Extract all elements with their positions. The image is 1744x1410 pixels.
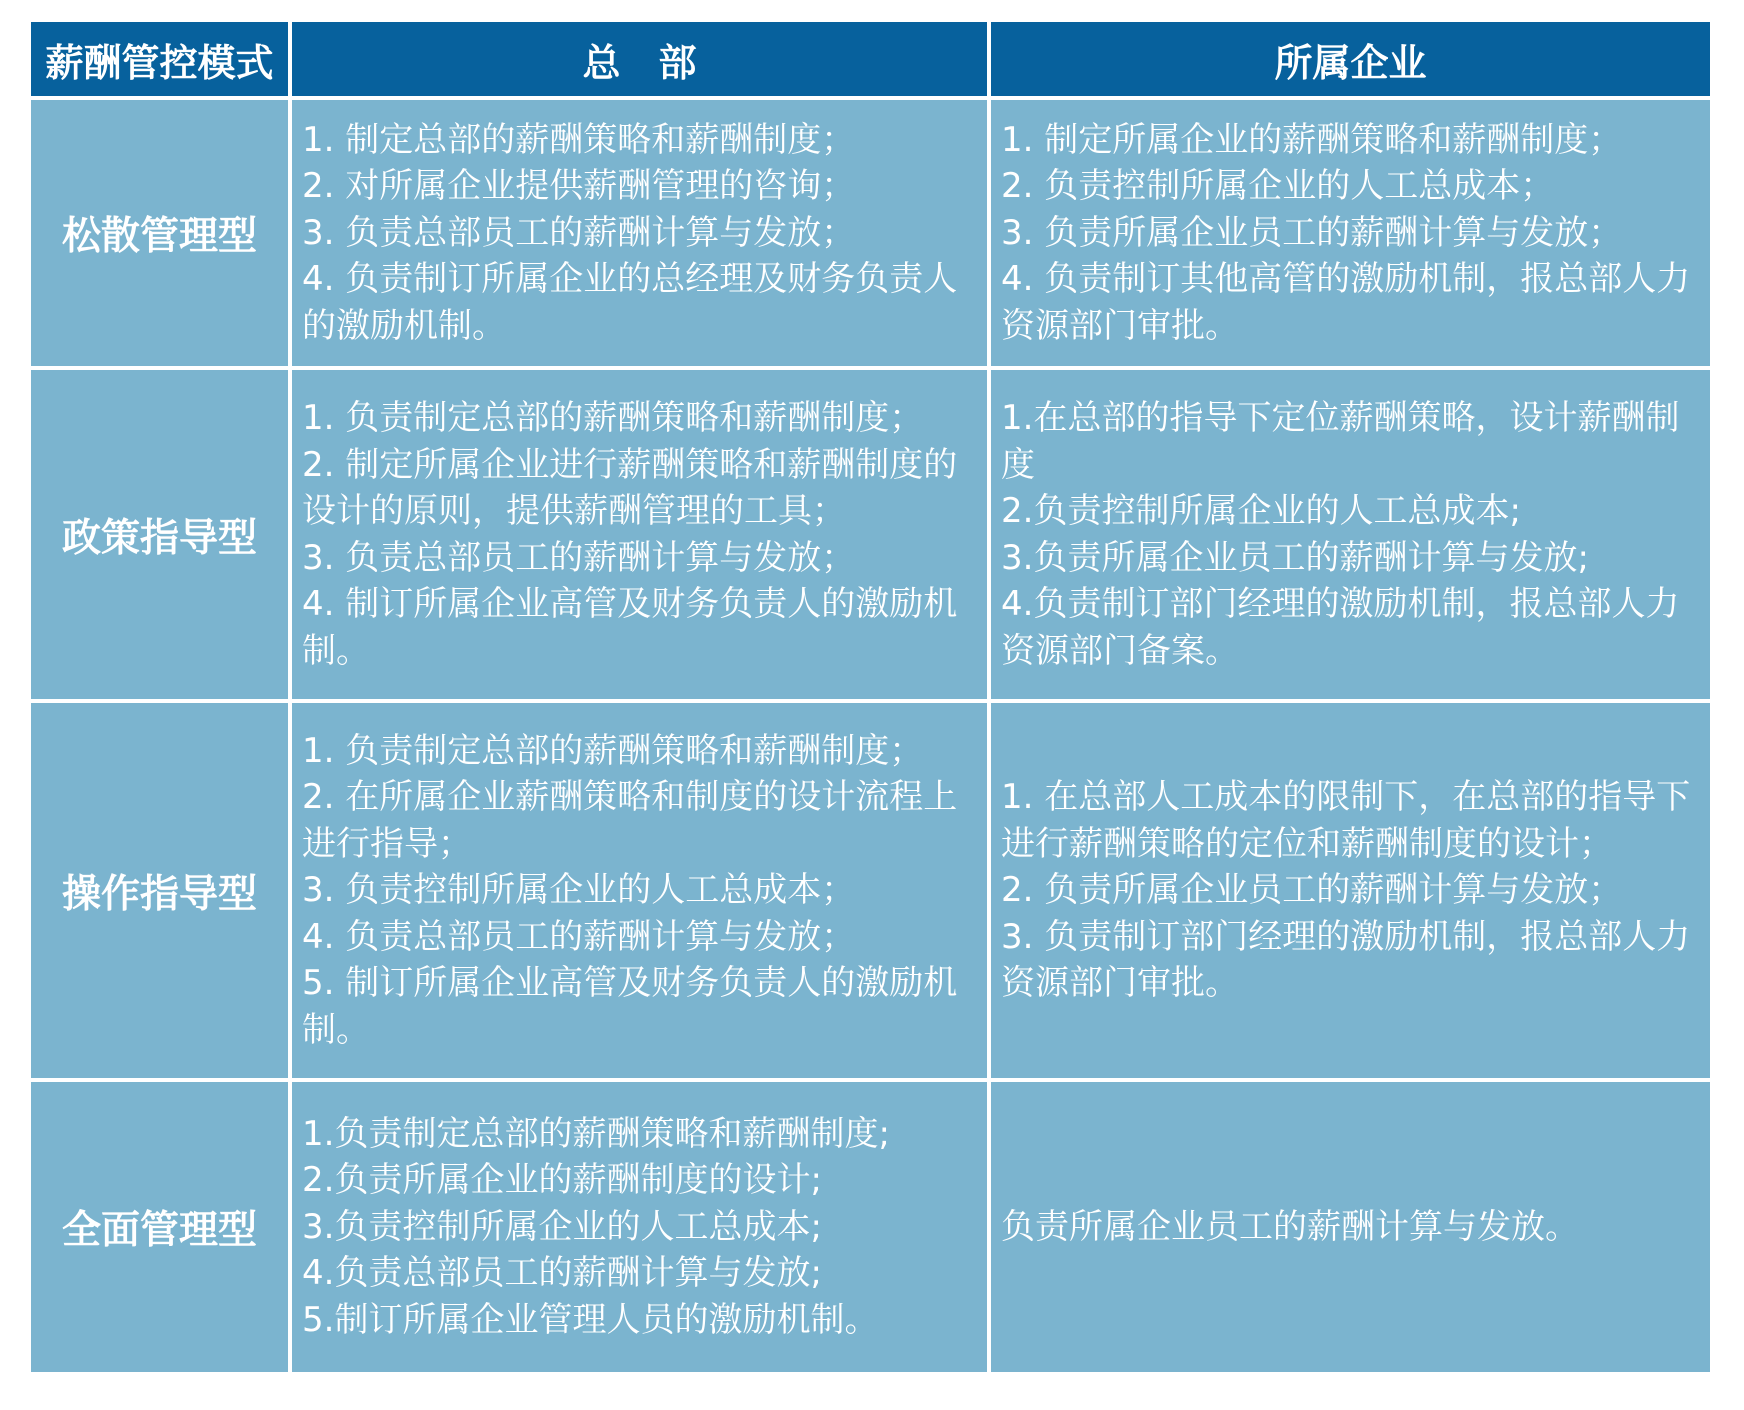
list-item: 3.负责控制所属企业的人工总成本;: [302, 1206, 822, 1247]
list-item: 4. 制订所属企业高管及财务负责人的激励机制。: [302, 584, 958, 671]
list-item: 1. 制定总部的薪酬策略和薪酬制度；: [302, 119, 856, 160]
row-policy-hq: [292, 370, 991, 703]
list-item: 2. 在所属企业薪酬策略和制度的设计流程上进行指导；: [302, 777, 958, 864]
row-full-hq: [292, 1082, 991, 1372]
row-full-sub: [991, 1082, 1710, 1372]
list-item: 3. 负责总部员工的薪酬计算与发放；: [302, 212, 856, 253]
row-operational-hq: [292, 703, 991, 1082]
list-item: 3. 负责所属企业员工的薪酬计算与发放；: [1001, 212, 1623, 253]
list-item: 1.在总部的指导下定位薪酬策略，设计薪酬制度: [1001, 398, 1680, 485]
row-label-operational: 操作指导型: [31, 703, 292, 1082]
list-item: 负责所属企业员工的薪酬计算与发放。: [1001, 1206, 1579, 1247]
list-item: 1. 负责制定总部的薪酬策略和薪酬制度；: [302, 730, 924, 771]
list-item: 1. 制定所属企业的薪酬策略和薪酬制度；: [1001, 119, 1623, 160]
row-policy-sub: [991, 370, 1710, 703]
list-item: 4. 负责总部员工的薪酬计算与发放；: [302, 916, 856, 957]
list-item: 2. 负责控制所属企业的人工总成本；: [1001, 166, 1555, 207]
row-loose-sub: [991, 100, 1710, 370]
list-item: 2. 制定所属企业进行薪酬策略和薪酬制度的设计的原则，提供薪酬管理的工具；: [302, 444, 958, 531]
salary-control-mode-table: [31, 22, 1710, 1372]
list-item: 3. 负责总部员工的薪酬计算与发放；: [302, 537, 856, 578]
list-item: 4.负责总部员工的薪酬计算与发放;: [302, 1253, 822, 1294]
list-item: 2. 对所属企业提供薪酬管理的咨询；: [302, 166, 856, 207]
header-mode: 薪酬管控模式: [31, 22, 292, 100]
row-label-loose: 松散管理型: [31, 100, 292, 370]
list-item: 2. 负责所属企业员工的薪酬计算与发放；: [1001, 870, 1623, 911]
header-subsidiary: 所属企业: [991, 22, 1710, 100]
header-headquarters: 总 部: [292, 22, 991, 100]
list-item: 5.制订所属企业管理人员的激励机制。: [302, 1299, 879, 1340]
list-item: 3.负责所属企业员工的薪酬计算与发放;: [1001, 537, 1589, 578]
list-item: 5. 制订所属企业高管及财务负责人的激励机制。: [302, 963, 958, 1050]
list-item: 1. 在总部人工成本的限制下，在总部的指导下进行薪酬策略的定位和薪酬制度的设计；: [1001, 777, 1691, 864]
list-item: 3. 负责制订部门经理的激励机制，报总部人力资源部门审批。: [1001, 916, 1691, 1004]
row-label-full: 全面管理型: [31, 1082, 292, 1372]
row-loose-hq: [292, 100, 991, 370]
list-item: 4. 负责制订所属企业的总经理及财务负责人的激励机制。: [302, 259, 958, 346]
list-item: 3. 负责控制所属企业的人工总成本；: [302, 870, 856, 911]
list-item: 1.负责制定总部的薪酬策略和薪酬制度;: [302, 1113, 890, 1154]
list-item: 2.负责控制所属企业的人工总成本;: [1001, 491, 1521, 531]
list-item: 4.负责制订部门经理的激励机制，报总部人力资源部门备案。: [1001, 584, 1680, 671]
list-item: 4. 负责制订其他高管的激励机制，报总部人力资源部门审批。: [1001, 259, 1691, 346]
row-label-policy: 政策指导型: [31, 370, 292, 703]
list-item: 2.负责所属企业的薪酬制度的设计;: [302, 1160, 822, 1201]
row-operational-sub: [991, 703, 1710, 1082]
list-item: 1. 负责制定总部的薪酬策略和薪酬制度；: [302, 398, 924, 438]
